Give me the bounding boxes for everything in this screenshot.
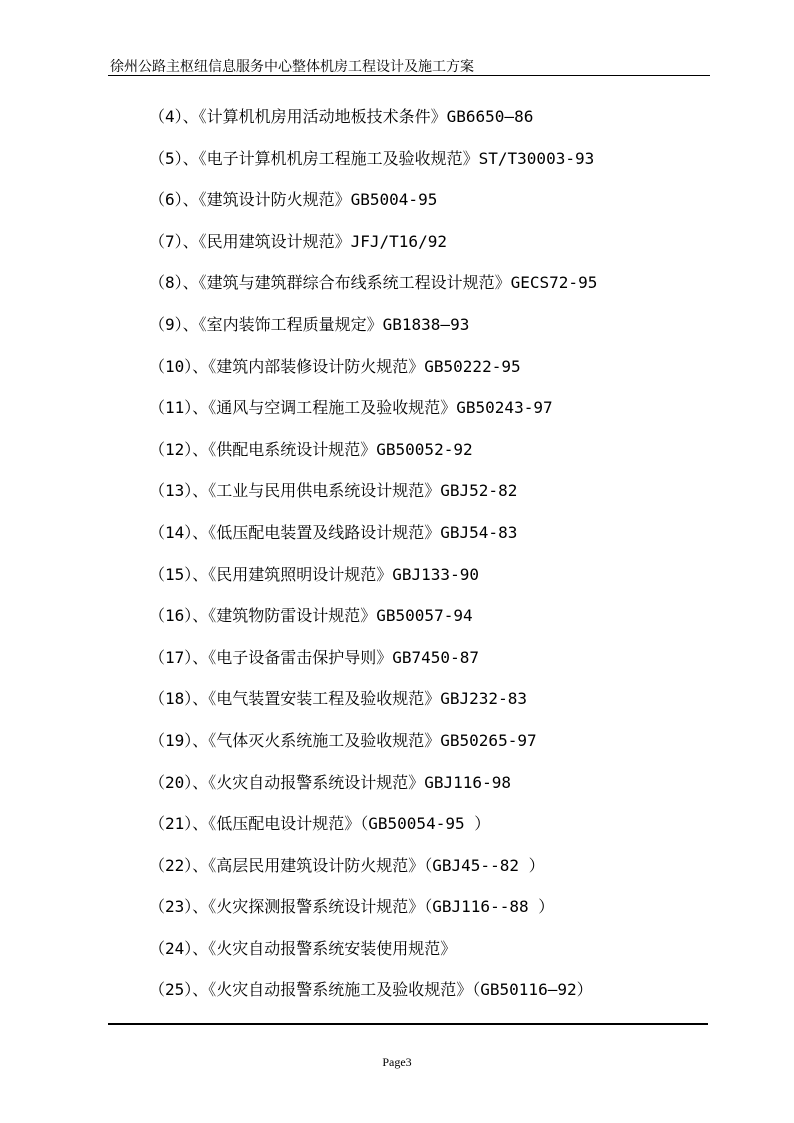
reference-item: （20）、《火灾自动报警系统设计规范》GBJ116-98	[149, 772, 511, 792]
reference-item: （18）、《电气装置安装工程及验收规范》GBJ232-83	[149, 689, 527, 709]
reference-list	[149, 105, 597, 1020]
reference-item: （6）、《建筑设计防火规范》GB5004-95	[149, 190, 438, 210]
reference-item: （22）、《高层民用建筑设计防火规范》（GBJ45--82 ）	[149, 855, 545, 875]
reference-item: （14）、《低压配电装置及线路设计规范》GBJ54-83	[149, 522, 518, 542]
reference-item: （13）、《工业与民用供电系统设计规范》GBJ52-82	[149, 481, 518, 501]
reference-item: （25）、《火灾自动报警系统施工及验收规范》（GB50116—92）	[149, 980, 593, 1000]
reference-item: （17）、《电子设备雷击保护导则》GB7450-87	[149, 647, 479, 667]
reference-item: （23）、《火灾探测报警系统设计规范》（GBJ116--88 ）	[149, 897, 555, 917]
reference-item: （7）、《民用建筑设计规范》JFJ/T16/92	[149, 231, 447, 251]
reference-item: （16）、《建筑物防雷设计规范》GB50057-94	[149, 606, 473, 626]
footer-divider	[108, 1023, 708, 1025]
reference-item: （21）、《低压配电设计规范》（GB50054-95 ）	[149, 814, 491, 834]
reference-item: （8）、《建筑与建筑群综合布线系统工程设计规范》GECS72-95	[149, 273, 598, 293]
reference-item: （12）、《供配电系统设计规范》GB50052-92	[149, 439, 473, 459]
reference-item: （24）、《火灾自动报警系统安装使用规范》	[149, 938, 457, 958]
reference-item: （5）、《电子计算机机房工程施工及验收规范》ST/T30003-93	[149, 148, 595, 168]
reference-item: （4）、《计算机机房用活动地板技术条件》GB6650—86	[149, 107, 534, 126]
page-header-title: 徐州公路主枢纽信息服务中心整体机房工程设计及施工方案	[110, 59, 474, 75]
reference-item: （19）、《气体灭火系统施工及验收规范》GB50265-97	[149, 730, 537, 750]
reference-item: （15）、《民用建筑照明设计规范》GBJ133-90	[149, 564, 479, 584]
header-divider	[108, 75, 710, 76]
reference-item: （9）、《室内装饰工程质量规定》GB1838—93	[149, 314, 470, 334]
page-number: Page3	[382, 1055, 412, 1069]
reference-item: （10）、《建筑内部装修设计防火规范》GB50222-95	[149, 356, 521, 376]
reference-item: （11）、《通风与空调工程施工及验收规范》GB50243-97	[149, 398, 553, 418]
